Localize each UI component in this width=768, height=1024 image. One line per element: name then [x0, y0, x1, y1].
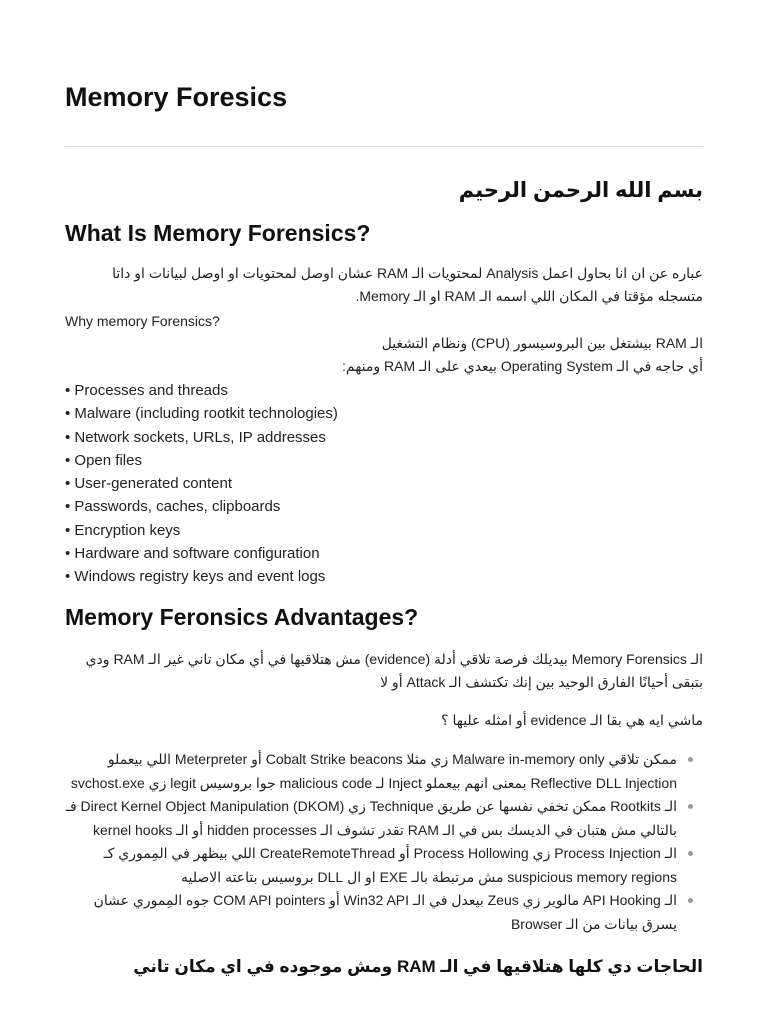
section-heading-what-is: What Is Memory Forensics? [65, 220, 371, 246]
evidence-question: ماشي ايه هي بقا الـ evidence أو امثله عليها ؟ [441, 712, 703, 728]
os-description-line: أي حاجه في الـ Operating System بيعدي على الـ RAM ومنهم: [342, 358, 703, 374]
basmala-heading: بسم الله الرحمن الرحيم [458, 179, 703, 202]
list-item: • Malware (including rootkit technologies) [65, 405, 338, 423]
bullet-dot-icon [688, 898, 693, 903]
list-item-text: الـ Process Injection زي Process Hollowing أو CreateRemoteThread اللي بيظهر في المِموري كـ suspicious memory regions مش مرتبطة بالـ EXE او ال DLL بروسيس بتاعته الاصليه [103, 845, 677, 885]
list-item [65, 842, 703, 889]
title-divider [65, 146, 703, 147]
list-item [65, 889, 703, 936]
list-item: • Windows registry keys and event logs [65, 568, 326, 586]
list-item-text: ممكن تلاقي Malware in-memory only زي مثلا Cobalt Strike beacons أو Meterpreter اللي بيعملو Reflective DLL Injection بمعنى انهم بيعملو Inject لـ malicious code جوا بروسيس legit زي svchost.exe [70, 751, 677, 791]
list-item-text: الـ API Hooking مالوير زي Zeus بيعدل في الـ Win32 API أو COM API pointers جوه المِموري عشان يسرق بيانات من الـ Browser [93, 892, 677, 932]
list-item-text: الـ Rootkits ممكن تخفي نفسها عن طريق Technique زي Direct Kernel Object Manipulation (DKOM) فـ بالتالي مش هتبان في الديسك بس في الـ RAM تقدر تشوف الـ hidden processes أو الـ kernel hooks [65, 798, 677, 838]
section-heading-advantages: Memory Feronsics Advantages? [65, 604, 419, 630]
list-item: • Open files [65, 451, 142, 469]
list-item: • Processes and threads [65, 382, 228, 399]
list-item [65, 795, 703, 842]
bullet-dot-icon [688, 804, 693, 809]
list-item: • Passwords, caches, clipboards [65, 498, 281, 516]
list-item: • Hardware and software configuration [65, 545, 320, 563]
bullet-dot-icon [688, 851, 693, 856]
page-title: Memory Foresics [65, 82, 288, 112]
closing-heading: الحاجات دي كلها هتلاقيها في الـ RAM ومش موجوده في اي مكان تاني [133, 957, 703, 976]
list-item: • Encryption keys [65, 521, 181, 539]
list-item: • User-generated content [65, 475, 233, 493]
advantages-paragraph: الـ Memory Forensics بيديلك فرصة تلاقي أدلة (evidence) مش هتلاقيها في أي مكان تاني غير الـ RAM ودي بتبقى أحيانًا الفارق الوحيد بين إنك تكتشف الـ Attack أو لا [85, 651, 703, 690]
list-item [65, 748, 703, 795]
list-item: • Network sockets, URLs, IP addresses [65, 428, 326, 446]
definition-paragraph: عباره عن ان انا بحاول اعمل Analysis لمحتويات الـ RAM عشان اوصل لمحتويات او اوصل لبيانات او داتا متسجله مؤقتا في المكان اللي اسمه الـ RAM او الـ Memory. [112, 265, 703, 304]
ram-description-line: الـ RAM بيشتغل بين البروسيسور (CPU) ونظام التشغيل [381, 335, 703, 351]
bullet-dot-icon [688, 757, 693, 762]
evidence-examples-list [65, 748, 703, 936]
why-label: Why memory Forensics? [65, 313, 220, 329]
artifact-list [65, 379, 338, 589]
